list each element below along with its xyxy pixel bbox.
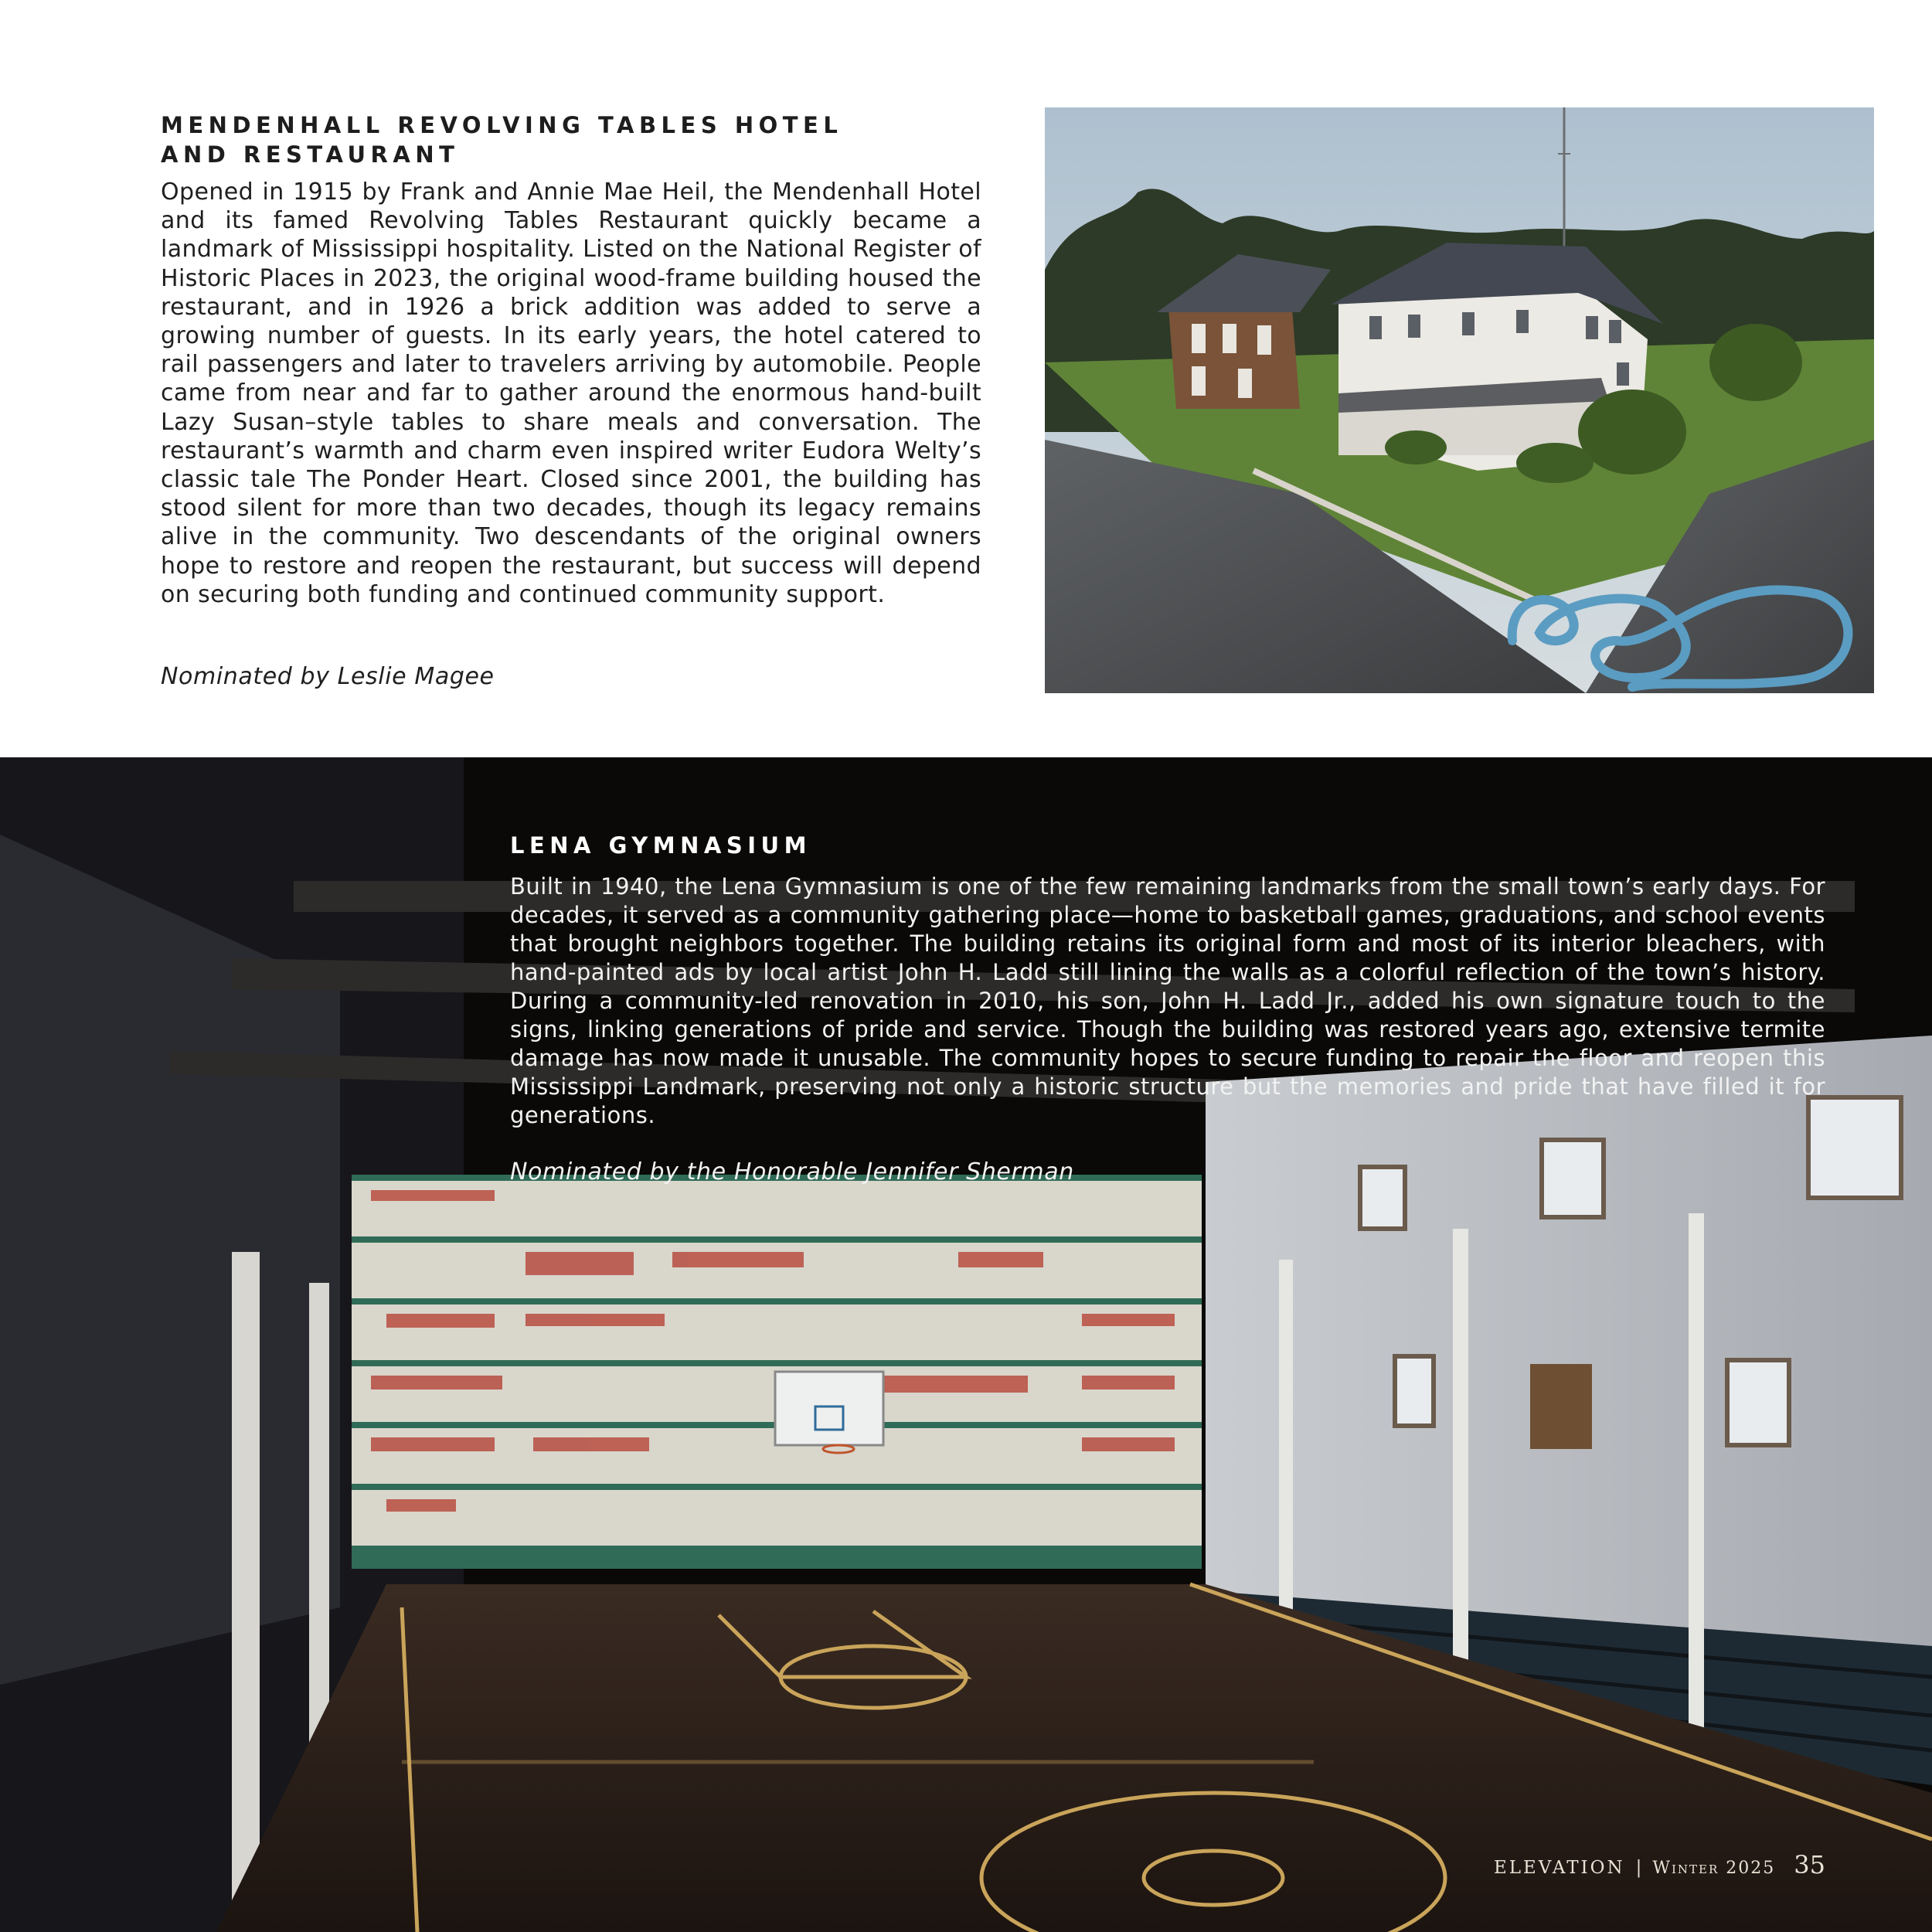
hotel-article-title (161, 111, 903, 169)
hotel-nomination-credit: Nominated by Leslie Magee (161, 663, 495, 690)
hotel-title-line-2: AND RESTAURANT (161, 141, 460, 168)
hotel-article-body: Opened in 1915 by Frank and Annie Mae Heil, the Mendenhall Hotel and its famed Revolving Tables Restaurant quickly became a landmark of Mississippi hospitality. Listed on the National Register of Historic Places in 2023, the original wood-frame building housed the restaurant, and in 1926 a brick addition was added to serve a growing number of guests. In its early years, the hotel catered to rail passengers and later to travelers arriving by automobile. People came from near and far to gather around the enormous hand-built Lazy Susan–style tables to share meals and conversation. The restaurant’s warmth and charm even inspired writer Eudora Welty’s classic tale The Ponder Heart. Closed since 2001, the building has stood silent for more than two decades, though its legacy remains alive in the community. Two descendants of the original owners hope to restore and reopen the restaurant, but success will depend on securing both funding and continued community support. (161, 179, 981, 608)
footer-separator: | (1635, 1858, 1642, 1878)
page-number: 35 (1794, 1850, 1825, 1879)
gym-article-body: Built in 1940, the Lena Gymnasium is one of the few remaining landmarks from the small town’s early days. For decades, it served as a community gathering place—home to basketball games, graduations, and school events that brought neighbors together. The building retains its original form and most of its interior bleachers, with hand-painted ads by local artist John H. Ladd still lining the walls as a colorful reflection of the town’s history. During a community-led renovation in 2010, his son, John H. Ladd Jr., added his own signature touch to the signs, linking generations of pride and service. Though the building was restored years ago, extensive termite damage has now made it unusable. The community hopes to secure funding to repair the floor and reopen this Mississippi Landmark, preserving not only a historic structure but the memories and pride that have filled it for generations. (510, 873, 1825, 1128)
issue-label: Winter 2025 (1652, 1859, 1776, 1878)
gym-article-title: LENA GYMNASIUM (510, 832, 811, 859)
page-footer (1494, 1850, 1825, 1879)
hotel-title-line-1: MENDENHALL REVOLVING TABLES HOTEL (161, 112, 843, 138)
hotel-photo-illustration (1045, 107, 1874, 693)
gym-nomination-credit: Nominated by the Honorable Jennifer Sherman (510, 1158, 1074, 1185)
hotel-photo (1045, 107, 1874, 693)
publication-name: ELEVATION (1493, 1858, 1625, 1878)
